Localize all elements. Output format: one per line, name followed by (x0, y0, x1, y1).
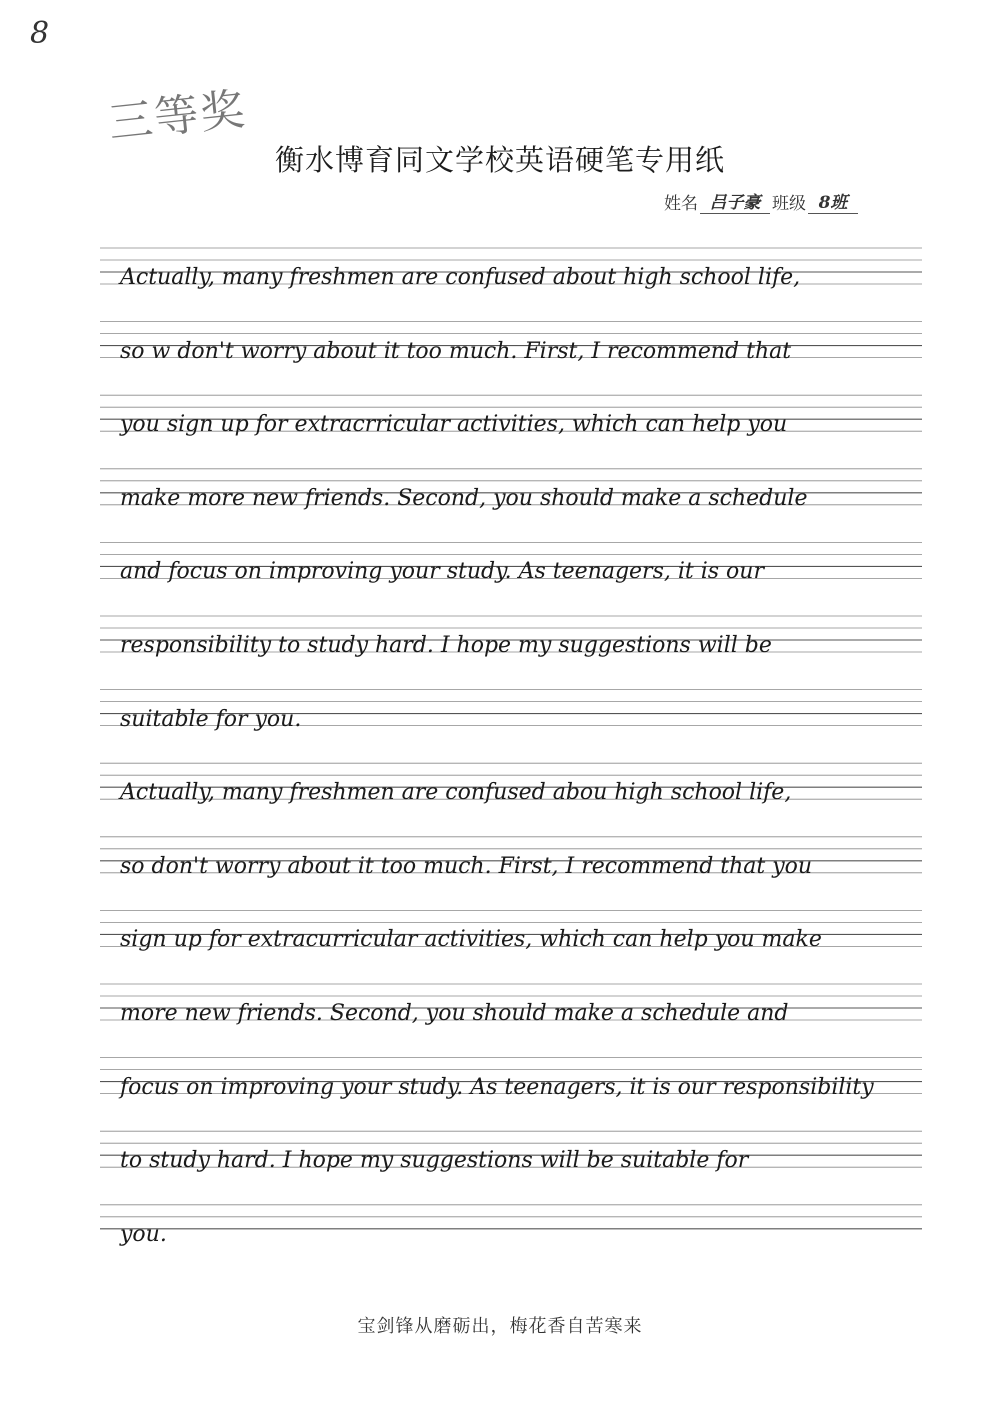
class-field: 8班 (808, 188, 858, 214)
handwriting-line: so don't worry about it too much. First, I recommend that you (120, 853, 813, 879)
handwriting-line: focus on improving your study. As teenagers, it is our responsibility (120, 1074, 874, 1100)
handwriting-line: to study hard. I hope my suggestions will be suitable for (120, 1148, 749, 1174)
page-number: 8 (30, 16, 50, 51)
handwriting-line: Actually, many freshmen are confused abou high school life, (120, 780, 792, 806)
name-field: 吕子豪 (700, 188, 770, 214)
student-info-row (664, 188, 860, 214)
class-label: 班级 (772, 194, 806, 214)
sheet-title: 衡水博育同文学校英语硬笔专用纸 (274, 143, 725, 177)
handwriting-line: and focus on improving your study. As teenagers, it is our (120, 559, 764, 585)
handwriting-line: more new friends. Second, you should make a schedule and (120, 1000, 789, 1026)
name-label: 姓名 (664, 194, 698, 214)
handwriting-line: you. (120, 1221, 167, 1247)
award-mark: 三等奖 (106, 83, 249, 150)
handwriting-line: you sign up for extracrricular activities, which can help you (120, 412, 788, 438)
ruled-writing-area (100, 236, 922, 1247)
handwriting-line: Actually, many freshmen are confused about high school life, (120, 265, 801, 290)
footer-motto: 宝剑锋从磨砺出，梅花香自苦寒来 (357, 1316, 643, 1337)
handwriting-lines (120, 236, 920, 1266)
handwriting-line: make more new friends. Second, you should make a schedule (120, 485, 808, 511)
handwriting-line: suitable for you. (120, 706, 302, 732)
handwriting-line: responsibility to study hard. I hope my suggestions will be (120, 632, 772, 658)
handwriting-line: so w don't worry about it too much. First, I recommend that (120, 338, 792, 364)
handwriting-line: sign up for extracurricular activities, which can help you make (120, 927, 822, 953)
